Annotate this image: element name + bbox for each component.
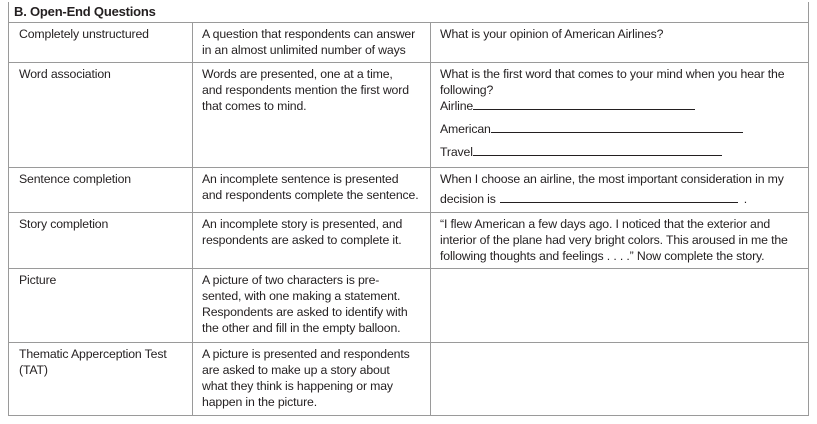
description-line: An incomplete sentence is presented — [202, 172, 399, 186]
description-line: respondents are asked to complete it. — [202, 233, 402, 247]
example-cell — [430, 168, 808, 212]
example-tail: decision is — [440, 192, 496, 206]
technique-name: Completely unstructured — [19, 27, 149, 41]
description-line: Words are presented, one at a time, — [202, 67, 393, 81]
description-line: A question that respondents can answer — [202, 27, 416, 41]
technique-cell — [19, 168, 189, 212]
description-line: Respondents are asked to identify with — [202, 305, 408, 319]
technique-cell — [19, 213, 189, 268]
example-cell — [430, 63, 808, 167]
table-row — [9, 343, 808, 415]
technique-name: (TAT) — [19, 363, 48, 377]
example-line: following? — [440, 83, 494, 97]
answer-blank[interactable] — [491, 121, 743, 133]
example-cell — [430, 23, 808, 62]
description-cell — [192, 63, 422, 167]
technique-cell — [19, 269, 189, 342]
description-line: A picture of two characters is pre- — [202, 273, 380, 287]
technique-cell — [19, 63, 189, 167]
table-row — [9, 63, 808, 168]
description-cell — [192, 23, 422, 62]
description-line: An incomplete story is presented, and — [202, 217, 403, 231]
description-cell — [192, 213, 422, 268]
answer-blank[interactable] — [500, 191, 738, 203]
example-line: What is your opinion of American Airlines? — [440, 27, 664, 41]
description-line: and respondents mention the first word — [202, 83, 409, 97]
technique-name: Sentence completion — [19, 172, 131, 186]
example-line: What is the first word that comes to your mind when you hear the — [440, 67, 785, 81]
example-cell — [430, 343, 808, 415]
word-prompt-american — [440, 121, 808, 137]
prompt-label: American — [440, 122, 491, 136]
example-cell — [430, 269, 808, 342]
description-line: what they think is happening or may — [202, 379, 393, 393]
open-end-questions-table — [8, 2, 809, 416]
answer-blank[interactable] — [473, 144, 722, 156]
description-line: and respondents complete the sentence. — [202, 188, 419, 202]
section-title: B. Open-End Questions — [9, 2, 808, 23]
description-cell — [192, 269, 422, 342]
technique-cell — [19, 343, 189, 415]
description-line: the other and fill in the empty balloon. — [202, 321, 401, 335]
description-line: happen in the picture. — [202, 395, 317, 409]
table-row — [9, 23, 808, 63]
description-line: in an almost unlimited number of ways — [202, 43, 406, 57]
technique-cell — [19, 23, 189, 62]
description-cell — [192, 343, 422, 415]
technique-name: Picture — [19, 273, 57, 287]
example-end: . — [743, 192, 748, 206]
technique-name: Word association — [19, 67, 111, 81]
technique-name: Story completion — [19, 217, 109, 231]
table-row — [9, 213, 808, 269]
example-line: interior of the plane had very bright colors. This aroused in me the — [440, 233, 788, 247]
example-line: following thoughts and feelings . . . .” Now complete the story. — [440, 249, 765, 263]
example-cell — [430, 213, 808, 268]
answer-blank[interactable] — [473, 98, 695, 110]
sentence-completion-line — [440, 191, 808, 207]
description-line: that comes to mind. — [202, 99, 307, 113]
description-line: sented, with one making a statement. — [202, 289, 401, 303]
table-row — [9, 168, 808, 213]
description-line: are asked to make up a story about — [202, 363, 390, 377]
prompt-label: Travel — [440, 145, 473, 159]
table-row — [9, 269, 808, 343]
word-prompt-travel — [440, 144, 808, 160]
description-cell — [192, 168, 422, 212]
description-line: A picture is presented and respondents — [202, 347, 410, 361]
prompt-label: Airline — [440, 99, 474, 113]
example-line: “I flew American a few days ago. I noticed that the exterior and — [440, 217, 771, 231]
word-prompt-airline — [440, 98, 808, 114]
technique-name: Thematic Apperception Test — [19, 347, 167, 361]
example-line: When I choose an airline, the most important consideration in my — [440, 172, 784, 186]
